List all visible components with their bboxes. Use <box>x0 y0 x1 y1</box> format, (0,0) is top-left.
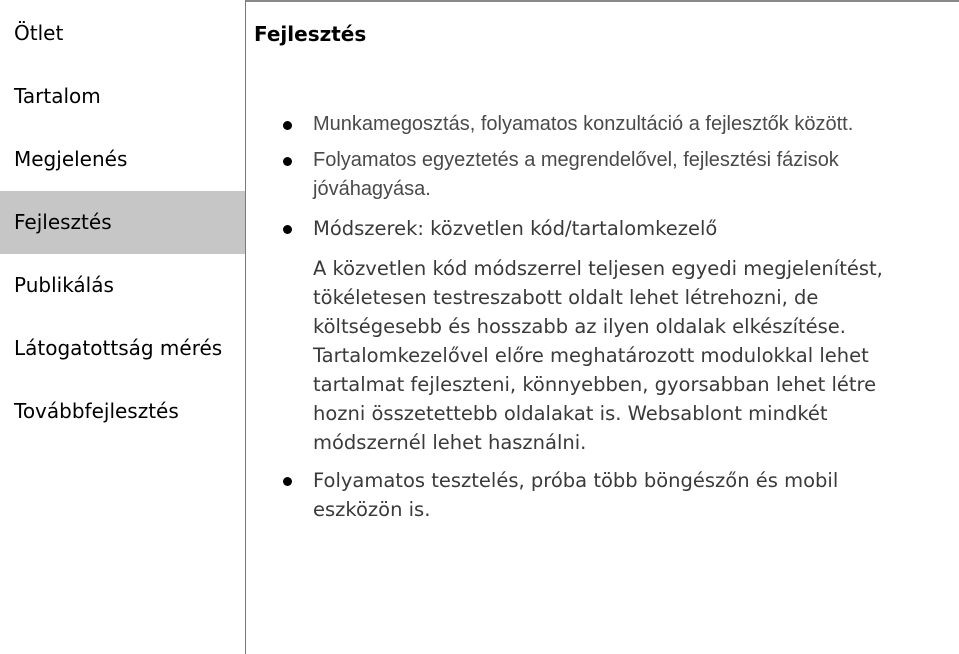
sidebar-item-fejlesztes[interactable]: Fejlesztés <box>0 191 245 254</box>
sidebar-item-latogatottsag-meres[interactable]: Látogatottság mérés <box>14 336 223 360</box>
sidebar-item-publikalas[interactable]: Publikálás <box>14 273 114 297</box>
bullet-dot <box>283 225 292 234</box>
sidebar-item-megjelenes[interactable]: Megjelenés <box>14 147 128 171</box>
sidebar-item-otlet[interactable]: Ötlet <box>14 21 64 45</box>
page-title: Fejlesztés <box>254 22 367 46</box>
bullet-item: Munkamegosztás, folyamatos konzultáció a fejlesztők között. <box>313 113 854 135</box>
bullet-dot <box>283 157 292 166</box>
methods-paragraph: A közvetlen kód módszerrel teljesen egyedi megjelenítést, tökéletesen testreszabott oldalt lehet létrehozni, de költségesebb és hosszabb az ilyen oldalak elkészítése. Tartalomkezelővel előre meghatározott modulokkal lehet tartalmat fejleszteni, könnyebben, gyorsabban lehet létre hozni összetettebb oldalakat is. Websablont mindkét módszernél lehet használni. <box>313 257 883 454</box>
bullet-dot <box>283 121 292 130</box>
sidebar-item-tartalom[interactable]: Tartalom <box>14 84 101 108</box>
bullet-dot <box>283 477 292 486</box>
bullet-item: Folyamatos egyeztetés a megrendelővel, fejlesztési fázisok jóváhagyása. <box>313 149 839 200</box>
bullet-item: Folyamatos tesztelés, próba több böngészőn és mobil eszközön is. <box>313 469 839 521</box>
bullet-item: Módszerek: közvetlen kód/tartalomkezelő <box>313 217 718 240</box>
sidebar-item-tovabbfejlesztes[interactable]: Továbbfejlesztés <box>14 399 179 423</box>
